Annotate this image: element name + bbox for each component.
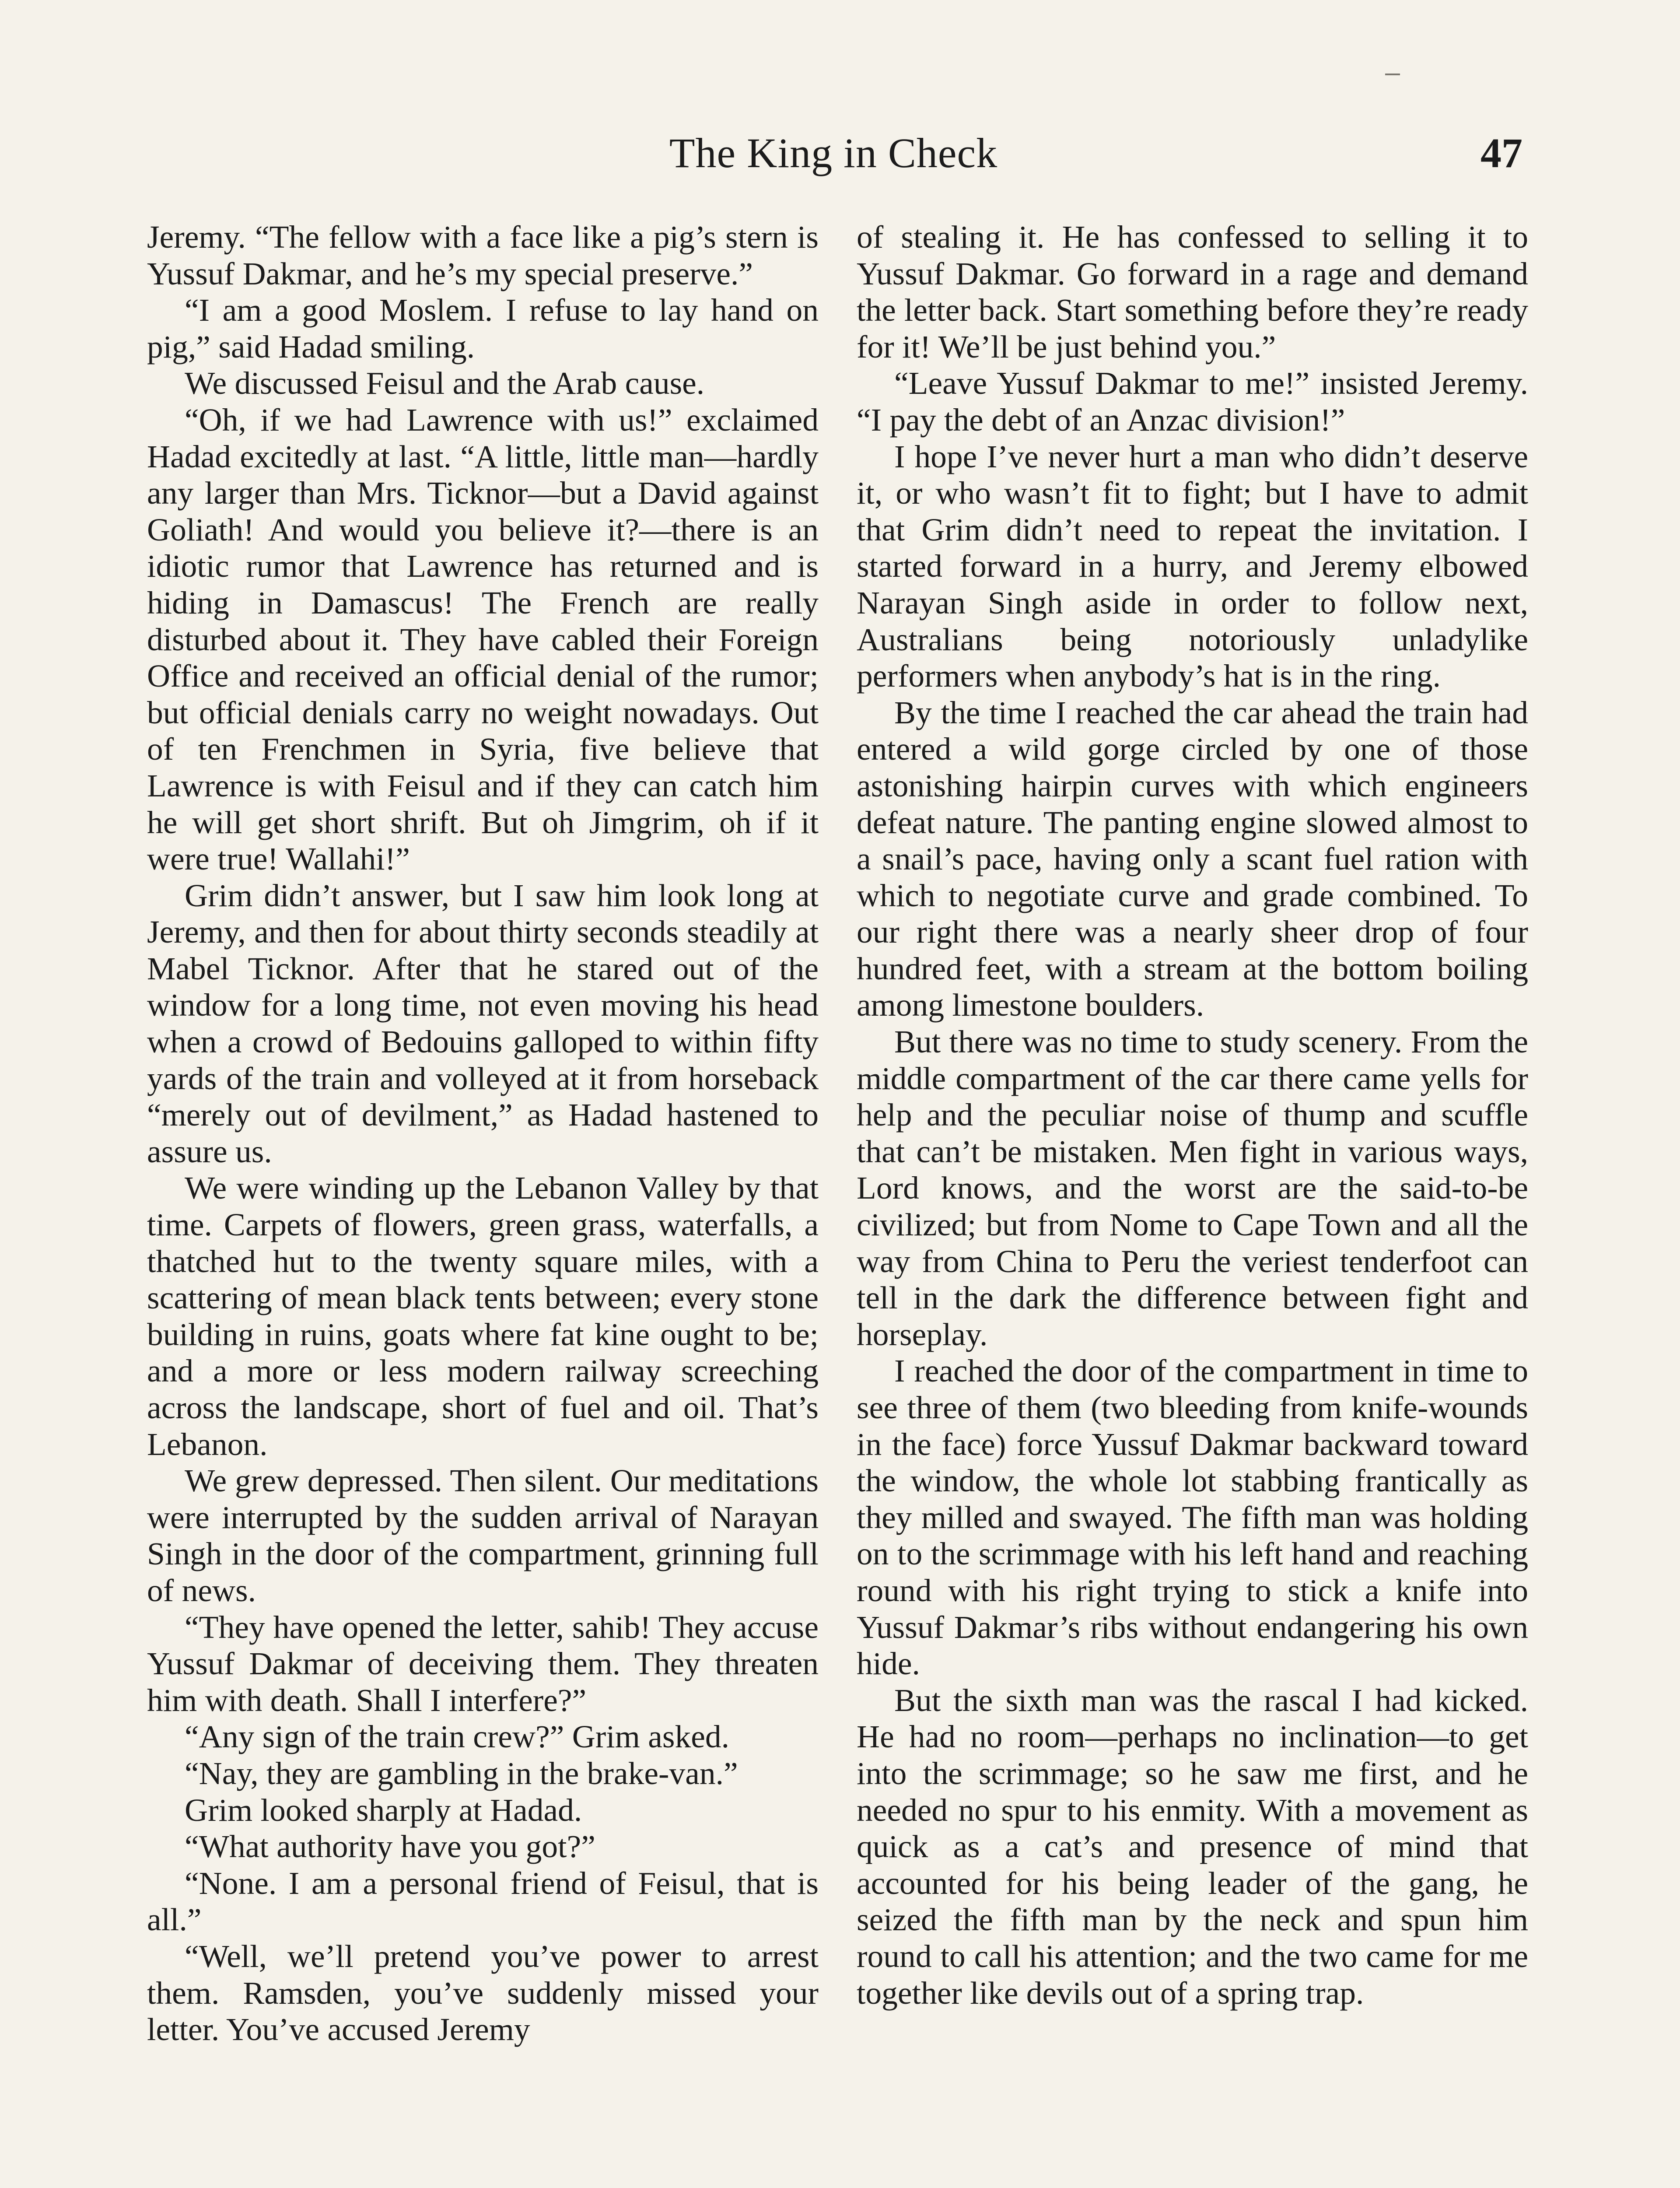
right-text-column <box>857 219 1528 2188</box>
paragraph: We discussed Feisul and the Arab cause. <box>185 365 705 401</box>
paragraph: We were winding up the Lebanon Valley by that time. Carpets of flowers, green grass, waterfalls, a thatched hut to the twenty square miles, with a scattering of mean black tents between; every stone building in ruins, goats where fat kine ought to be; and a more or less modern railway screeching across the landscape, short of fuel and oil. That’s Lebanon. <box>147 1170 819 1462</box>
paragraph: But there was no time to study scenery. From the middle compartment of the car there came yells for help and the peculiar noise of thump and scuffle that can’t be mistaken. Men fight in various ways, Lord knows, and the worst are the said-to-be civilized; but from Nome to Cape Town and all the way from China to Peru the veriest tenderfoot can tell in the dark the difference between fight and horseplay. <box>857 1024 1528 1352</box>
paragraph: I hope I’ve never hurt a man who didn’t deserve it, or who wasn’t fit to fight; but I have to admit that Grim didn’t need to repeat the invitation. I started forward in a hurry, and Jeremy elbowed Narayan Singh aside in order to follow next, Australians being notoriously unladylike performers when anybody’s hat is in the ring. <box>857 438 1528 694</box>
paragraph: “Leave Yussuf Dakmar to me!” insisted Jeremy. “I pay the debt of an Anzac division!” <box>857 365 1528 438</box>
paragraph: Jeremy. “The fellow with a face like a pig’s stern is Yussuf Dakmar, and he’s my special preserve.” <box>147 219 819 291</box>
paragraph: of stealing it. He has confessed to selling it to Yussuf Dakmar. Go forward in a rage and demand the letter back. Start something before they’re ready for it! We’ll be just behind you.” <box>857 219 1528 365</box>
page-number: 47 <box>1480 130 1522 176</box>
paragraph: “Oh, if we had Lawrence with us!” exclaimed Hadad excitedly at last. “A little, little man—hardly any larger than Mrs. Ticknor—but a David against Goliath! And would you believe it?—there is an idiotic rumor that Lawrence has returned and is hiding in Damascus! The French are really disturbed about it. They have cabled their Foreign Office and received an official denial of the rumor; but official denials carry no weight nowadays. Out of ten Frenchmen in Syria, five believe that Lawrence is with Feisul and if they can catch him he will get short shrift. But oh Jimgrim, oh if it were true! Wallahi!” <box>147 402 819 877</box>
paragraph: We grew depressed. Then silent. Our meditations were interrupted by the sudden arrival of Narayan Singh in the door of the compartment, grinning full of news. <box>147 1463 819 1608</box>
paragraph: “I am a good Moslem. I refuse to lay hand on pig,” said Hadad smiling. <box>147 292 819 365</box>
running-title: The King in Check <box>669 130 998 176</box>
page-header <box>144 123 1522 184</box>
paragraph: Grim looked sharply at Hadad. <box>185 1792 582 1828</box>
paragraph: Grim didn’t answer, but I saw him look long at Jeremy, and then for about thirty seconds steadily at Mabel Ticknor. After that he stared out of the window for a long time, not even moving his head when a crowd of Bedouins galloped to within fifty yards of the train and volleyed at it from horseback “merely out of devilment,” as Hadad hastened to assure us. <box>147 877 819 1169</box>
paragraph: “Nay, they are gambling in the brake-van.” <box>185 1755 738 1791</box>
paragraph: “Any sign of the train crew?” Grim asked. <box>185 1719 729 1755</box>
paragraph: By the time I reached the car ahead the train had entered a wild gorge circled by one of those astonishing hairpin curves with which engineers defeat nature. The panting engine slowed almost to a snail’s pace, having only a scant fuel ration with which to negotiate curve and grade combined. To our right there was a nearly sheer drop of four hundred feet, with a stream at the bottom boiling among limestone boulders. <box>857 694 1528 1023</box>
left-text-column <box>147 219 819 2188</box>
paragraph: “They have opened the letter, sahib! They accuse Yussuf Dakmar of deceiving them. They threaten him with death. Shall I interfere?” <box>147 1609 819 1718</box>
print-speck <box>1385 74 1400 75</box>
paragraph: I reached the door of the compartment in time to see three of them (two bleeding from knife-wounds in the face) force Yussuf Dakmar backward toward the window, the whole lot stabbing frantically as they milled and swayed. The fifth man was holding on to the scrimmage with his left hand and reaching round with his right trying to stick a knife into Yussuf Dakmar’s ribs without endangering his own hide. <box>857 1353 1528 1682</box>
paragraph: “None. I am a personal friend of Feisul, that is all.” <box>147 1865 819 1938</box>
paragraph: But the sixth man was the rascal I had kicked. He had no room—perhaps no inclination—to get into the scrimmage; so he saw me first, and he needed no spur to his enmity. With a movement as quick as a cat’s and presence of mind that accounted for his being leader of the gang, he seized the fifth man by the neck and spun him round to call his attention; and the two came for me together like devils out of a spring trap. <box>857 1682 1528 2011</box>
paragraph: “Well, we’ll pretend you’ve power to arrest them. Ramsden, you’ve suddenly missed your letter. You’ve accused Jeremy <box>147 1938 819 2048</box>
paragraph: “What authority have you got?” <box>185 1829 595 1865</box>
